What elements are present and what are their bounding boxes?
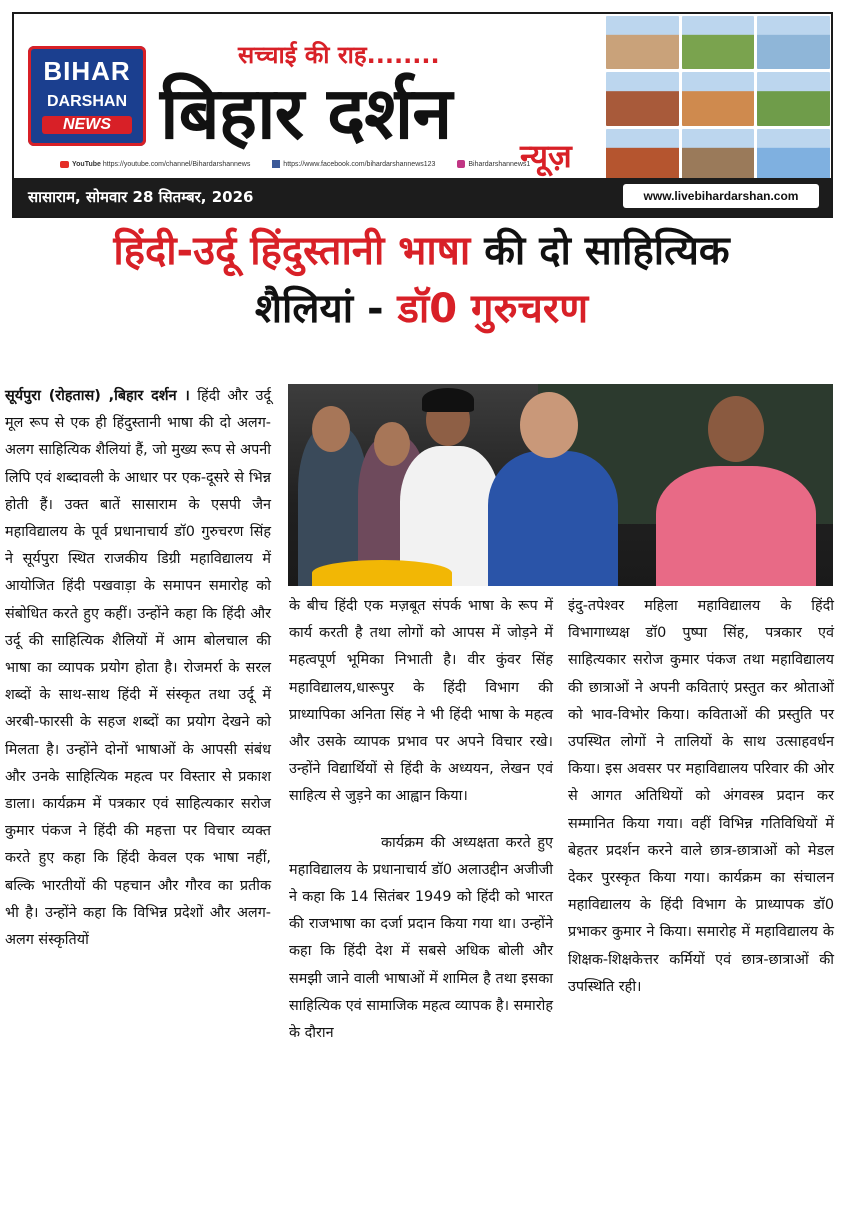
social-links	[60, 160, 600, 176]
person-1-head	[312, 406, 350, 452]
headline-black-part-2: शैलियां -	[254, 286, 384, 332]
landmark-photo-3	[757, 16, 830, 69]
article-para-1: हिंदी और उर्दू मूल रूप से एक ही हिंदुस्तानी भाषा की दो अलग-अलग साहित्यिक शैलियां हैं, जो मुख्य रूप से अपनी लिपि एवं शब्दावली के आधार पर एक-दूसरे से भिन्न होती हैं। उक्त बातें सासाराम के एसपी जैन महाविद्यालय के पूर्व प्रधानाचार्य डॉ0 गुरुचरण सिंह ने सूर्यपुरा स्थित राजकीय डिग्री महाविद्यालय में आयोजित हिंदी पखवाड़ा के समापन समारोह को संबोधित करते हुए कहीं। उन्होंने कहा कि हिंदी और उर्दू की साहित्यिक शैलियों में आम बोलचाल की भाषा का व्यापक प्रयोग होता है। रोजमर्रा के सरल शब्दों के साथ-साथ हिंदी में संस्कृत तथा उर्दू में अरबी-फारसी के सहज शब्दों का प्रयोग देखने को मिलता है। उन्होंने दोनों भाषाओं के आपसी संबंध और उनके साहित्यिक महत्व पर विस्तार से प्रकाश डाला। कार्यक्रम में पत्रकार एवं साहित्यकार सरोज कुमार पंकज ने हिंदी की महत्ता पर विचार व्यक्त करते हुए कहा कि हिंदी केवल एक भाषा नहीं, बल्कि भारतीयों की पहचान और गौरव का प्रतीक भी है। उन्होंने कहा कि विभिन्न प्रदेशों और अलग-अलग संस्कृतियों	[5, 388, 271, 949]
person-4-head	[520, 392, 578, 458]
youtube-link[interactable]: YouTube https://youtube.com/channel/Bihardarshannews	[60, 161, 260, 168]
person-2-head	[374, 422, 410, 466]
headline-red-part: हिंदी-उर्दू हिंदुस्तानी भाषा	[113, 228, 471, 274]
facebook-icon	[272, 160, 280, 168]
event-photo	[288, 384, 833, 586]
article-column-2	[289, 593, 553, 1047]
website-link[interactable]: www.livebihardarshan.com	[623, 184, 819, 208]
logo-line-1: BIHAR	[43, 56, 131, 86]
article-para-3: कार्यक्रम की अध्यक्षता करते हुए महाविद्यालय के प्रधानाचार्य डॉ0 अलाउद्दीन अजीजी ने कहा कि 14 सितंबर 1949 को हिंदी को भारत की राजभाषा का दर्जा प्रदान किया गया था। उन्होंने कहा कि हिंदी देश में सबसे अधिक बोली और समझी जाने वाली भाषाओं में शामिल है तथा इसका साहित्यिक एवं सामाजिक महत्व व्यापक है। समारोह के दौरान	[289, 834, 553, 1042]
bihar-landmarks-collage	[606, 16, 830, 182]
headline-line-2	[10, 280, 833, 338]
landmark-photo-6	[757, 72, 830, 125]
article-column-3	[568, 593, 834, 1001]
person-5-head	[708, 396, 764, 462]
flower-garland	[312, 560, 452, 586]
landmark-photo-9	[757, 129, 830, 182]
headline-author: डॉ0 गुरुचरण	[397, 286, 589, 332]
landmark-photo-1	[606, 16, 679, 69]
newspaper-subtitle: न्यूज़	[520, 137, 572, 175]
headline	[10, 222, 833, 338]
headline-line-1	[10, 222, 833, 280]
logo-line-2: DARSHAN	[47, 93, 127, 110]
logo-line-3: NEWS	[42, 116, 132, 134]
dateline-bar	[14, 178, 831, 216]
person-5	[656, 466, 816, 586]
article-para-4: इंदु-तपेश्वर महिला महाविद्यालय के हिंदी विभागाध्यक्ष डॉ0 पुष्पा सिंह, पत्रकार एवं साहित्यकार सरोज कुमार पंकज तथा महाविद्यालय की छात्राओं ने अपनी कविताएं प्रस्तुत कर श्रोताओं को भाव-विभोर किया। कविताओं की प्रस्तुति पर उपस्थित लोगों ने तालियों के साथ उत्साहवर्धन किया। इस अवसर पर महाविद्यालय परिवार की ओर से आगत अतिथियों को अंगवस्त्र प्रदान कर सम्मानित किया गया। वहीं विभिन्न गतिविधियों में बेहतर प्रदर्शन करने वाले छात्र-छात्राओं को मेडल देकर पुरस्कृत किया गया। कार्यक्रम का संचालन महाविद्यालय के हिंदी विभाग के प्राध्यापक डॉ0 प्रभाकर कुमार ने किया। समारोह में महाविद्यालय के शिक्षक-शिक्षकेत्तर कर्मियों एवं छात्र-छात्राओं की उपस्थिति रही।	[568, 598, 834, 995]
newspaper-name: बिहार दर्शन	[160, 71, 452, 155]
landmark-photo-8	[682, 129, 755, 182]
youtube-icon	[60, 161, 69, 168]
brand-logo	[28, 46, 146, 146]
article-lead: सूर्यपुरा (रोहतास) ,बिहार दर्शन ।	[5, 388, 190, 404]
facebook-link[interactable]: https://www.facebook.com/bihardarshannews123	[272, 161, 445, 168]
landmark-photo-5	[682, 72, 755, 125]
instagram-link[interactable]: Bihardarshannews1	[457, 161, 540, 168]
instagram-icon	[457, 160, 465, 168]
landmark-photo-2	[682, 16, 755, 69]
person-3-cap	[422, 388, 474, 412]
dateline: सासाराम, सोमवार 28 सितम्बर, 2026	[28, 188, 254, 206]
headline-black-part: की दो साहित्यिक	[484, 228, 730, 274]
landmark-photo-7	[606, 129, 679, 182]
landmark-photo-4	[606, 72, 679, 125]
masthead	[12, 12, 833, 218]
article-column-1	[5, 383, 271, 954]
person-4	[488, 451, 618, 586]
tagline: सच्चाई की राह........	[238, 41, 440, 69]
article-para-2: के बीच हिंदी एक मज़बूत संपर्क भाषा के रूप में कार्य करती है तथा लोगों को आपस में जोड़ने में महत्वपूर्ण भूमिका निभाती है। वीर कुंवर सिंह महाविद्यालय,धारूपुर के हिंदी विभाग की प्राध्यापिका अनिता सिंह ने भी हिंदी भाषा के महत्व और उसके व्यापक प्रभाव पर अपने विचार रखे। उन्होंने विद्यार्थियों से हिंदी के अध्ययन, लेखन एवं साहित्य से जुड़ने का आह्वान किया।	[289, 598, 553, 805]
